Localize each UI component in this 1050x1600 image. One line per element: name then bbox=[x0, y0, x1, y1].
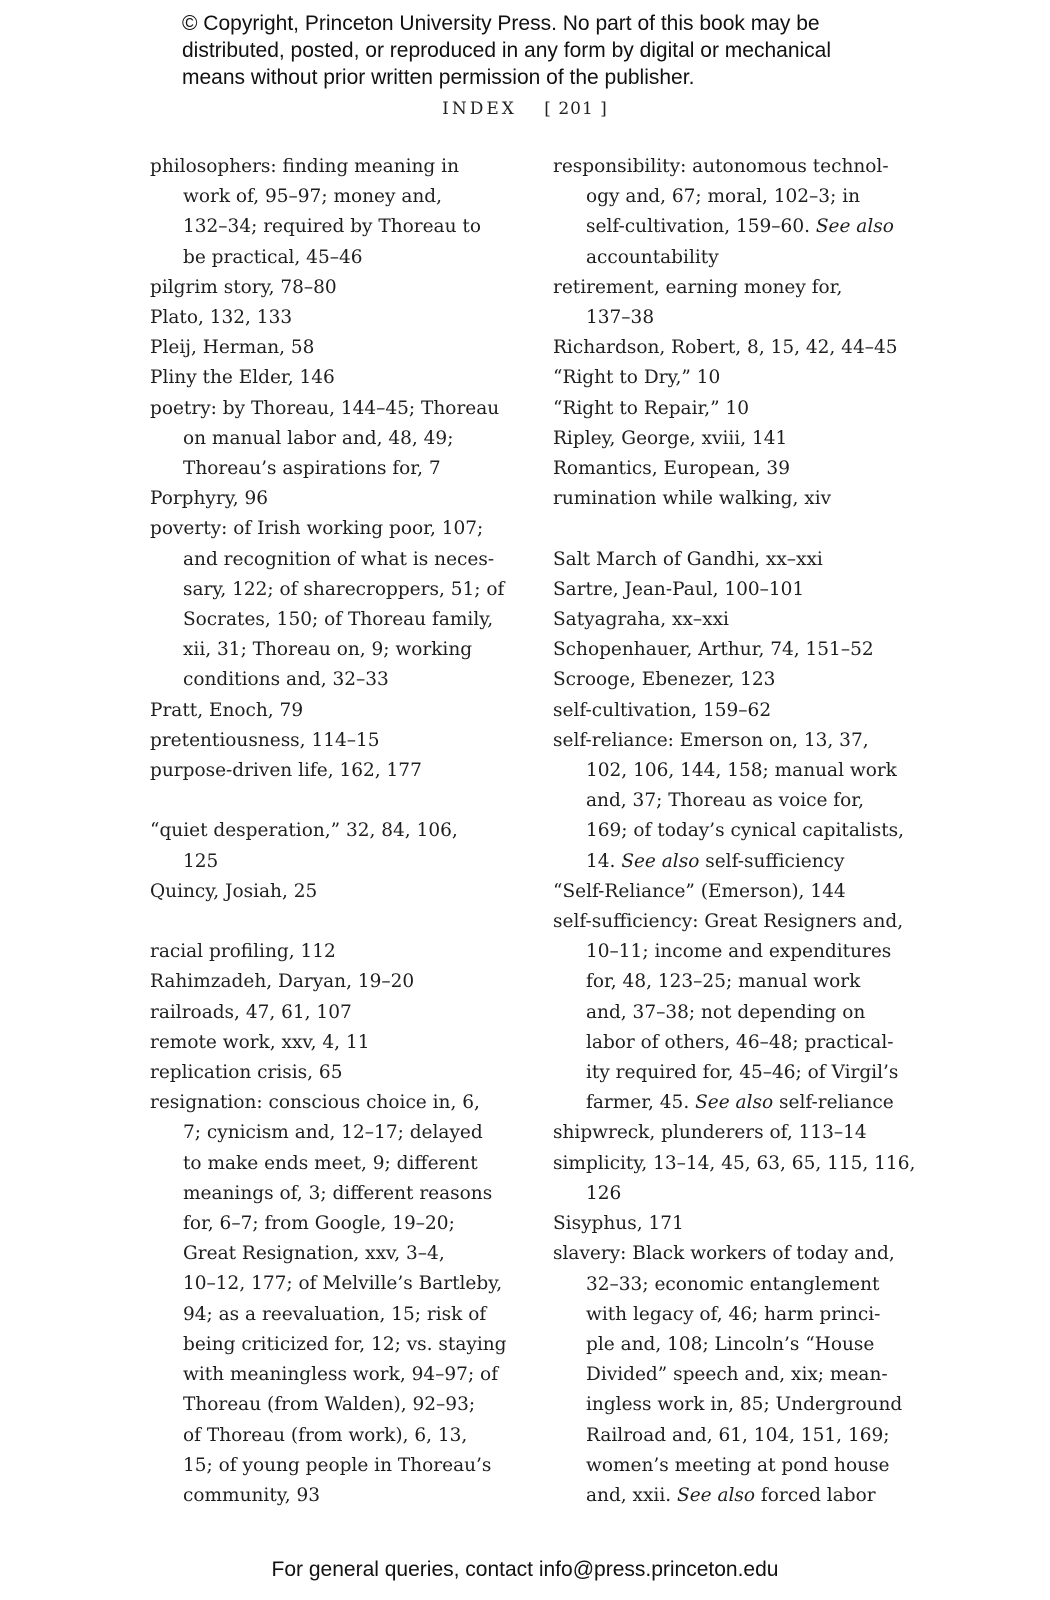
index-entry-text: 132–34; required by Thoreau to bbox=[183, 216, 481, 238]
index-entry-line bbox=[553, 424, 913, 454]
index-entry-text: Thoreau’s aspirations for, 7 bbox=[183, 458, 441, 480]
running-head-title: INDEX bbox=[442, 99, 517, 119]
index-entry-text: Salt March of Gandhi, xx–xxi bbox=[553, 548, 823, 570]
index-entry-continuation bbox=[150, 665, 520, 695]
index-entry-continuation bbox=[553, 1088, 913, 1118]
index-entry-text: poverty: of Irish working poor, 107; bbox=[150, 518, 484, 540]
index-entry bbox=[150, 333, 520, 363]
index-entry bbox=[553, 635, 913, 665]
index-entry-line bbox=[553, 1239, 913, 1269]
index-entry-text: on manual labor and, 48, 49; bbox=[183, 427, 454, 449]
index-entry-continuation bbox=[150, 454, 520, 484]
index-entry-line bbox=[553, 665, 913, 695]
index-entry bbox=[553, 877, 913, 907]
index-entry bbox=[553, 363, 913, 393]
index-entry bbox=[553, 1118, 913, 1148]
index-entry-text: accountability bbox=[586, 246, 719, 268]
copyright-line: means without prior written permission of the publisher. bbox=[182, 66, 695, 89]
index-entry-line bbox=[150, 1058, 520, 1088]
index-entry-continuation bbox=[553, 1330, 913, 1360]
copyright-line: distributed, posted, or reproduced in any form by digital or mechanical bbox=[182, 39, 832, 62]
index-entry-continuation bbox=[553, 1058, 913, 1088]
index-entry-text: and recognition of what is neces- bbox=[183, 548, 495, 570]
index-entry-text: Rahimzadeh, Daryan, 19–20 bbox=[150, 971, 415, 993]
index-entry bbox=[150, 363, 520, 393]
index-entry-text: racial profiling, 112 bbox=[150, 941, 336, 963]
index-entry-text: philosophers: finding meaning in bbox=[150, 156, 459, 177]
index-entry-text: ingless work in, 85; Underground bbox=[586, 1394, 903, 1416]
index-entry bbox=[150, 303, 520, 333]
index-entry-text: be practical, 45–46 bbox=[183, 246, 363, 268]
index-entry-continuation bbox=[553, 212, 913, 242]
index-entry-line bbox=[150, 1088, 520, 1118]
index-entry-text: self-reliance bbox=[773, 1092, 894, 1114]
index-entry-text: self-cultivation, 159–62 bbox=[553, 699, 772, 721]
index-entry-text: 14. bbox=[586, 850, 622, 872]
index-entry-continuation bbox=[150, 182, 520, 212]
index-entry-continuation bbox=[553, 1028, 913, 1058]
running-head bbox=[0, 96, 1050, 122]
index-entry-continuation bbox=[553, 1179, 913, 1209]
index-entry-text: and, xxii. bbox=[586, 1484, 678, 1506]
index-entry-text: for, 48, 123–25; manual work bbox=[586, 971, 861, 993]
index-entry-continuation bbox=[150, 575, 520, 605]
index-entry-continuation bbox=[553, 182, 913, 212]
index-entry-text: work of, 95–97; money and, bbox=[183, 186, 442, 208]
index-entry-line bbox=[150, 756, 520, 786]
index-entry bbox=[553, 545, 913, 575]
letter-group-gap bbox=[150, 786, 520, 816]
index-entry-continuation bbox=[553, 1300, 913, 1330]
index-entry bbox=[553, 333, 913, 363]
index-entry-line bbox=[553, 726, 913, 756]
index-entry-continuation bbox=[553, 967, 913, 997]
index-entry-text: self-cultivation, 159–60. bbox=[586, 216, 816, 238]
index-entry-text: 126 bbox=[586, 1182, 622, 1204]
index-entry-text: slavery: Black workers of today and, bbox=[553, 1243, 895, 1265]
index-entry-continuation bbox=[150, 1330, 520, 1360]
index-entry-text: Pliny the Elder, 146 bbox=[150, 367, 335, 389]
index-entry-text: 10–11; income and expenditures bbox=[586, 941, 892, 963]
index-entry-text: for, 6–7; from Google, 19–20; bbox=[183, 1213, 455, 1235]
index-entry-continuation bbox=[150, 1149, 520, 1179]
index-entry bbox=[150, 756, 520, 786]
index-entry-text: of Thoreau (from work), 6, 13, bbox=[183, 1424, 468, 1446]
index-entry-continuation bbox=[150, 1300, 520, 1330]
index-entry-line bbox=[553, 484, 913, 514]
index-entry-text: ity required for, 45–46; of Virgil’s bbox=[586, 1062, 899, 1084]
index-entry-text: and, 37; Thoreau as voice for, bbox=[586, 790, 864, 812]
index-entry-text: Plato, 132, 133 bbox=[150, 307, 293, 329]
index-entry-text: Sisyphus, 171 bbox=[553, 1213, 684, 1235]
index-entry-line bbox=[150, 877, 520, 907]
index-entry bbox=[150, 1058, 520, 1088]
index-entry-text: ogy and, 67; moral, 102–3; in bbox=[586, 186, 861, 208]
index-entry-text: Pleij, Herman, 58 bbox=[150, 337, 315, 359]
index-entry-line bbox=[150, 1028, 520, 1058]
index-entry-text: Great Resignation, xxv, 3–4, bbox=[183, 1243, 445, 1265]
index-entry-text: and, 37–38; not depending on bbox=[586, 1001, 866, 1023]
index-entry-text: Pratt, Enoch, 79 bbox=[150, 699, 304, 721]
index-entry-continuation bbox=[553, 1451, 913, 1481]
see-also-reference: See also bbox=[621, 850, 700, 872]
index-entry bbox=[150, 484, 520, 514]
index-entry-line bbox=[553, 333, 913, 363]
index-entry-text: self-sufficiency bbox=[699, 850, 845, 872]
index-entry-continuation bbox=[150, 1360, 520, 1390]
index-entry-text: “Right to Repair,” 10 bbox=[553, 397, 750, 419]
index-entry-continuation bbox=[150, 1209, 520, 1239]
index-entry-continuation bbox=[150, 635, 520, 665]
index-entry-continuation bbox=[150, 1481, 520, 1511]
index-entry-continuation bbox=[150, 1239, 520, 1269]
index-entry-text: Railroad and, 61, 104, 151, 169; bbox=[586, 1424, 890, 1446]
index-entry-line bbox=[553, 575, 913, 605]
index-entry bbox=[150, 152, 520, 273]
index-entry-continuation bbox=[553, 786, 913, 816]
index-entry-text: “Right to Dry,” 10 bbox=[553, 367, 721, 389]
index-entry-line bbox=[553, 696, 913, 726]
index-entry-text: pilgrim story, 78–80 bbox=[150, 276, 337, 298]
index-entry-line bbox=[553, 152, 913, 182]
index-entry-text: being criticized for, 12; vs. staying bbox=[183, 1333, 507, 1355]
index-entry-line bbox=[150, 333, 520, 363]
index-entry-text: xii, 31; Thoreau on, 9; working bbox=[183, 639, 473, 661]
index-entry-continuation bbox=[150, 847, 520, 877]
index-entry-text: 94; as a reevaluation, 15; risk of bbox=[183, 1303, 487, 1325]
index-entry bbox=[150, 998, 520, 1028]
index-entry-text: community, 93 bbox=[183, 1484, 321, 1506]
index-entry-line bbox=[553, 545, 913, 575]
index-entry bbox=[553, 605, 913, 635]
index-entry-line bbox=[553, 877, 913, 907]
index-entry-text: Romantics, European, 39 bbox=[553, 458, 790, 480]
index-entry-text: simplicity, 13–14, 45, 63, 65, 115, 116, bbox=[553, 1152, 916, 1174]
index-entry-line bbox=[553, 454, 913, 484]
index-entry-text: purpose-driven life, 162, 177 bbox=[150, 760, 422, 782]
index-entry bbox=[150, 394, 520, 485]
index-entry-line bbox=[150, 696, 520, 726]
index-entry bbox=[553, 1149, 916, 1209]
index-entry-line bbox=[150, 394, 520, 424]
index-entry-continuation bbox=[150, 1390, 520, 1420]
letter-group-gap bbox=[553, 514, 913, 544]
index-entry-line bbox=[150, 937, 520, 967]
index-entry bbox=[150, 877, 520, 907]
index-entry bbox=[553, 665, 913, 695]
index-entry bbox=[150, 696, 520, 726]
index-entry-text: self-sufficiency: Great Resigners and, bbox=[553, 911, 904, 933]
index-entry bbox=[553, 907, 913, 1118]
index-entry-line bbox=[553, 273, 913, 303]
index-entry bbox=[553, 484, 913, 514]
index-entry-text: Schopenhauer, Arthur, 74, 151–52 bbox=[553, 639, 874, 661]
index-entry-continuation bbox=[553, 756, 913, 786]
index-entry-text: “Self-Reliance” (Emerson), 144 bbox=[553, 880, 846, 902]
see-also-reference: See also bbox=[815, 216, 894, 238]
index-entry-line bbox=[553, 1209, 913, 1239]
index-entry-line bbox=[150, 152, 520, 182]
index-entry-line bbox=[553, 635, 913, 665]
index-entry-continuation bbox=[150, 424, 520, 454]
index-entry-text: Satyagraha, xx–xxi bbox=[553, 609, 729, 631]
index-entry-continuation bbox=[150, 1421, 520, 1451]
index-entry-text: conditions and, 32–33 bbox=[183, 669, 389, 691]
index-entry bbox=[553, 454, 913, 484]
index-entry bbox=[150, 514, 520, 695]
index-entry-line bbox=[553, 1118, 913, 1148]
index-entry-line bbox=[150, 726, 520, 756]
index-entry-continuation bbox=[553, 1421, 913, 1451]
index-entry-text: “quiet desperation,” 32, 84, 106, bbox=[150, 820, 458, 842]
index-entry-text: 15; of young people in Thoreau’s bbox=[183, 1454, 492, 1476]
index-entry-text: Scrooge, Ebenezer, 123 bbox=[553, 669, 776, 691]
index-entry-text: railroads, 47, 61, 107 bbox=[150, 1001, 352, 1023]
footer-contact: For general queries, contact info@press.princeton.edu bbox=[271, 1558, 779, 1581]
index-entry-text: retirement, earning money for, bbox=[553, 276, 843, 298]
index-entry-continuation bbox=[150, 1118, 520, 1148]
index-entry-text: meanings of, 3; different reasons bbox=[183, 1182, 493, 1204]
index-entry-line bbox=[553, 394, 913, 424]
index-entry bbox=[553, 152, 913, 273]
index-entry bbox=[553, 394, 913, 424]
index-entry-text: remote work, xxv, 4, 11 bbox=[150, 1031, 370, 1053]
copyright-line: © Copyright, Princeton University Press. No part of this book may be bbox=[182, 12, 820, 35]
index-entry bbox=[553, 726, 913, 877]
index-entry-text: resignation: conscious choice in, 6, bbox=[150, 1092, 480, 1114]
index-entry-line bbox=[150, 514, 520, 544]
index-entry bbox=[553, 696, 913, 726]
index-entry-continuation bbox=[150, 1179, 520, 1209]
index-entry-text: Richardson, Robert, 8, 15, 42, 44–45 bbox=[553, 337, 898, 359]
index-entry bbox=[150, 1028, 520, 1058]
index-entry-line bbox=[150, 273, 520, 303]
index-entry-text: labor of others, 46–48; practical- bbox=[586, 1031, 894, 1053]
index-entry-line bbox=[553, 907, 913, 937]
index-entry-text: replication crisis, 65 bbox=[150, 1062, 343, 1084]
index-entry-text: responsibility: autonomous technol- bbox=[553, 156, 889, 177]
index-entry-text: poetry: by Thoreau, 144–45; Thoreau bbox=[150, 397, 500, 419]
index-entry-text: to make ends meet, 9; different bbox=[183, 1152, 478, 1174]
index-entry-text: forced labor bbox=[755, 1484, 876, 1506]
index-entry bbox=[150, 816, 520, 876]
index-entry-text: Socrates, 150; of Thoreau family, bbox=[183, 609, 494, 631]
index-entry-continuation bbox=[553, 243, 913, 273]
index-entry-text: ple and, 108; Lincoln’s “House bbox=[586, 1333, 875, 1355]
index-entry-continuation bbox=[553, 998, 913, 1028]
index-entry-text: 32–33; economic entanglement bbox=[586, 1273, 880, 1295]
index-entry-continuation bbox=[553, 1390, 913, 1420]
index-entry-line bbox=[553, 605, 913, 635]
index-entry-text: 169; of today’s cynical capitalists, bbox=[586, 820, 905, 842]
see-also-reference: See also bbox=[695, 1092, 774, 1114]
index-entry-line bbox=[150, 484, 520, 514]
index-entry-continuation bbox=[553, 303, 913, 333]
index-entry-text: 137–38 bbox=[586, 307, 655, 329]
index-entry-text: Divided” speech and, xix; mean- bbox=[586, 1364, 888, 1386]
index-entry-continuation bbox=[150, 243, 520, 273]
index-entry-text: Porphyry, 96 bbox=[150, 488, 269, 510]
index-entry bbox=[150, 937, 520, 967]
index-entry-continuation bbox=[150, 1451, 520, 1481]
index-column-right bbox=[553, 152, 916, 1511]
index-entry-continuation bbox=[553, 1481, 913, 1511]
index-entry-line bbox=[150, 967, 520, 997]
index-entry bbox=[553, 1209, 913, 1239]
index-entry-line bbox=[150, 363, 520, 393]
index-entry bbox=[553, 424, 913, 454]
index-entry-text: sary, 122; of sharecroppers, 51; of bbox=[183, 578, 505, 600]
copyright-notice bbox=[182, 10, 902, 91]
index-entry-text: shipwreck, plunderers of, 113–14 bbox=[553, 1122, 867, 1144]
index-entry bbox=[553, 575, 913, 605]
index-entry-continuation bbox=[553, 1270, 913, 1300]
index-entry bbox=[150, 967, 520, 997]
page-number: [ 201 ] bbox=[544, 99, 608, 119]
index-entry-text: with meaningless work, 94–97; of bbox=[183, 1364, 499, 1386]
index-entry-text: Sartre, Jean-Paul, 100–101 bbox=[553, 578, 805, 600]
index-entry-line bbox=[553, 363, 913, 393]
index-entry-line bbox=[150, 816, 520, 846]
index-entry-continuation bbox=[553, 937, 913, 967]
index-entry-continuation bbox=[150, 1269, 520, 1299]
index-entry-continuation bbox=[553, 847, 913, 877]
index-entry-continuation bbox=[150, 212, 520, 242]
index-entry-text: rumination while walking, xiv bbox=[553, 488, 832, 510]
index-entry-text: Ripley, George, xviii, 141 bbox=[553, 427, 788, 449]
index-entry bbox=[553, 1239, 913, 1511]
index-entry-text: 125 bbox=[183, 850, 219, 872]
index-entry-text: Quincy, Josiah, 25 bbox=[150, 880, 318, 902]
index-entry bbox=[553, 273, 913, 333]
index-entry-text: with legacy of, 46; harm princi- bbox=[586, 1303, 881, 1325]
index-entry-continuation bbox=[553, 816, 913, 846]
index-entry-text: pretentiousness, 114–15 bbox=[150, 729, 380, 751]
index-entry-line bbox=[553, 1149, 916, 1179]
index-entry bbox=[150, 273, 520, 303]
index-entry-text: 10–12, 177; of Melville’s Bartleby, bbox=[183, 1273, 503, 1295]
index-entry-continuation bbox=[150, 605, 520, 635]
index-entry-text: 7; cynicism and, 12–17; delayed bbox=[183, 1122, 483, 1144]
letter-group-gap bbox=[150, 907, 520, 937]
index-column-left bbox=[150, 152, 520, 1511]
index-entry bbox=[150, 726, 520, 756]
index-entry-text: Thoreau (from Walden), 92–93; bbox=[183, 1394, 476, 1416]
index-entry-continuation bbox=[150, 545, 520, 575]
index-entry-text: women’s meeting at pond house bbox=[586, 1454, 890, 1476]
index-entry-text: farmer, 45. bbox=[586, 1092, 696, 1114]
index-entry-line bbox=[150, 998, 520, 1028]
index-entry-line bbox=[150, 303, 520, 333]
index-entry-text: 102, 106, 144, 158; manual work bbox=[586, 760, 897, 782]
index-entry bbox=[150, 1088, 520, 1511]
see-also-reference: See also bbox=[677, 1484, 756, 1506]
index-entry-continuation bbox=[553, 1360, 913, 1390]
index-entry-text: self-reliance: Emerson on, 13, 37, bbox=[553, 729, 869, 751]
